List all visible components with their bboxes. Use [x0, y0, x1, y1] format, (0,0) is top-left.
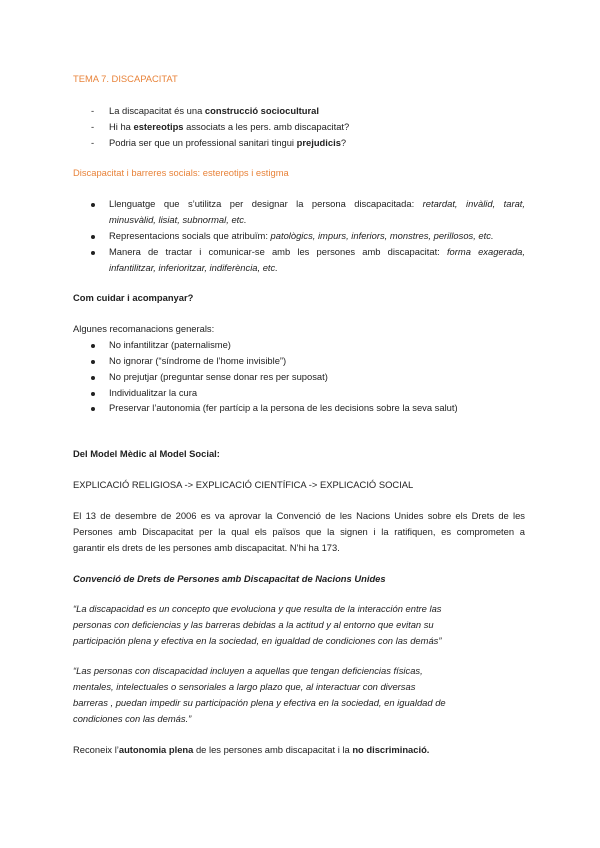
intro-item-3: Podria ser que un professional sanitari tingui prejudicis? — [109, 137, 347, 148]
quote-line: mentales, intelectuales o sensoriales a largo plazo que, al interactuar con diversas — [73, 681, 416, 692]
bullet-dot — [91, 344, 95, 348]
paragraph-line: garantir els drets de les persones amb discapacitat. N’hi ha 173. — [73, 542, 340, 553]
dash-marker: - — [91, 137, 95, 148]
paragraph-line: Persones amb Discapacitat per la qual els països que la signen i la ratifiquen, es comprometen a — [73, 526, 525, 537]
bullet-dot — [91, 407, 95, 411]
intro-item-2: Hi ha estereotips associats a les pers. amb discapacitat? — [109, 121, 350, 132]
bullet-dot — [91, 392, 95, 396]
bullet-representations: Representacions socials que atribuïm: patològics, impurs, inferiors, monstres, perillosos, etc. — [109, 230, 494, 241]
quote-line: barreras , puedan impedir su participación plena y efectiva en la sociedad, en igualdad de — [73, 697, 446, 708]
quote-line: “La discapacidad es un concepto que evoluciona y que resulta de la interacción entre las — [73, 603, 442, 614]
care-item: Individualitzar la cura — [109, 387, 198, 398]
bullet-treatment-line1: Manera de tractar i comunicar-se amb les persones amb discapacitat: forma exagerada, — [109, 246, 525, 257]
section-heading-barriers: Discapacitat i barreres socials: estereotips i estigma — [73, 167, 289, 178]
bullet-language-line1: Llenguatge que s’utilitza per designar la persona discapacitada: retardat, invàlid, tarat, — [109, 198, 525, 209]
bullet-dot — [91, 251, 95, 255]
quote-line: condiciones con las demás.” — [73, 713, 192, 724]
convention-heading: Convenció de Drets de Persones amb Discapacitat de Nacions Unides — [73, 573, 386, 584]
bullet-dot — [91, 203, 95, 207]
dash-marker: - — [91, 105, 95, 116]
care-heading: Com cuidar i acompanyar? — [73, 292, 194, 303]
care-item: No infantilitzar (paternalisme) — [109, 339, 231, 350]
care-item: No prejutjar (preguntar sense donar res per suposat) — [109, 371, 328, 382]
bullet-dot — [91, 235, 95, 239]
page-title: TEMA 7. DISCAPACITAT — [73, 73, 178, 84]
care-item: Preservar l’autonomia (fer partícip a la persona de les decisions sobre la seva salut) — [109, 402, 458, 413]
intro-item-1: La discapacitat és una construcció sociocultural — [109, 105, 319, 116]
bullet-language-line2: minusvàlid, lisiat, subnormal, etc. — [109, 214, 247, 225]
bullet-treatment-line2: infantilitzar, inferioritzar, indiferència, etc. — [109, 262, 278, 273]
dash-marker: - — [91, 121, 95, 132]
explanation-line: EXPLICACIÓ RELIGIOSA -> EXPLICACIÓ CIENTÍFICA -> EXPLICACIÓ SOCIAL — [73, 479, 414, 490]
quote-line: participación plena y efectiva en la sociedad, en igualdad de condiciones con las demás” — [73, 635, 442, 646]
quote-line: “Las personas con discapacidad incluyen a aquellas que tengan deficiencias físicas, — [73, 665, 423, 676]
care-intro: Algunes recomanacions generals: — [73, 323, 215, 334]
care-item: No ignorar (“síndrome de l’home invisible”) — [109, 355, 287, 366]
bullet-dot — [91, 376, 95, 380]
quote-line: personas con deficiencias y las barreras debidas a la actitud y al entorno que evitan su — [73, 619, 434, 630]
paragraph-line: El 13 de desembre de 2006 es va aprovar la Convenció de les Nacions Unides sobre els Drets de les — [73, 510, 525, 521]
closing-statement: Reconeix l’autonomia plena de les persones amb discapacitat i la no discriminació. — [73, 744, 430, 755]
model-heading: Del Model Mèdic al Model Social: — [73, 448, 220, 459]
bullet-dot — [91, 360, 95, 364]
